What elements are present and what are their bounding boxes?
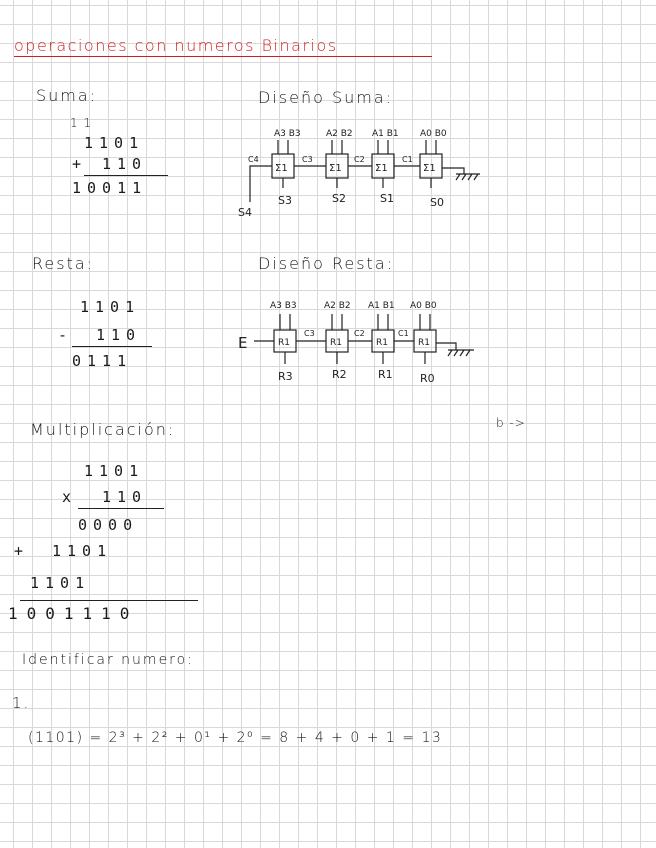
resta-input-label: A2 B2 — [324, 301, 351, 311]
suma-final-carry-label: S4 — [238, 206, 252, 219]
resta-carry-label: C2 — [354, 329, 365, 338]
identificar-expression: (1101) = 2³ + 2² + 0¹ + 2⁰ = 8 + 4 + 0 + 1 = 13 — [28, 730, 443, 746]
suma-result: 10011 — [72, 179, 148, 197]
resta-heading: Resta: — [32, 254, 95, 273]
resta-operator: - — [58, 326, 74, 344]
page-title: operaciones con numeros Binarios — [14, 36, 338, 55]
suma-carry-label: C1 — [402, 155, 413, 164]
multiplicacion-rule — [78, 508, 164, 509]
resta-row2: 110 — [96, 326, 142, 344]
suma-output-label: S0 — [430, 196, 444, 209]
resta-circuit-diagram — [236, 290, 486, 400]
resta-block-label: R1 — [330, 338, 342, 348]
suma-carry-label: C3 — [302, 155, 313, 164]
suma-block-label: Σ1 — [275, 163, 288, 174]
title-underline — [14, 56, 432, 57]
suma-row1: 1101 — [84, 134, 145, 152]
suma-output-label: S2 — [332, 192, 346, 205]
suma-input-label: A1 B1 — [372, 129, 399, 139]
resta-block-label: R1 — [376, 338, 388, 348]
resta-output-label: R1 — [378, 368, 393, 381]
multiplicacion-operator: x — [62, 488, 78, 506]
suma-input-label: A2 B2 — [326, 129, 353, 139]
multiplicacion-result-rule — [20, 600, 198, 601]
resta-rule — [72, 346, 152, 347]
suma-circuit-diagram — [234, 116, 494, 226]
suma-row2: 110 — [102, 155, 148, 173]
resta-input-label: A0 B0 — [410, 301, 437, 311]
multiplicacion-partial1: 0000 — [78, 516, 139, 534]
suma-input-label: A0 B0 — [420, 129, 447, 139]
suma-operator: + — [72, 155, 88, 173]
multiplicacion-heading: Multiplicación: — [30, 420, 176, 439]
suma-carry-label: C4 — [248, 155, 259, 164]
identificar-heading: Identificar numero: — [22, 652, 194, 668]
resta-output-label: R0 — [420, 372, 435, 385]
suma-output-label: S1 — [380, 192, 394, 205]
suma-rule — [84, 175, 168, 176]
side-note: b -> — [496, 416, 526, 430]
suma-design-heading: Diseño Suma: — [258, 88, 394, 107]
multiplicacion-partial3: 1101 — [30, 574, 91, 592]
resta-carry-label: C1 — [398, 329, 409, 338]
multiplicacion-row1: 1101 — [84, 462, 145, 480]
multiplicacion-result: 1001110 — [8, 604, 139, 623]
suma-carry-label: C2 — [354, 155, 365, 164]
resta-block-label: R1 — [418, 338, 430, 348]
multiplicacion-partial2: 1101 — [52, 542, 113, 560]
resta-carry-label: C3 — [304, 329, 315, 338]
suma-heading: Suma: — [36, 86, 98, 105]
resta-output-label: R2 — [332, 368, 347, 381]
suma-block-label: Σ1 — [329, 163, 342, 174]
suma-carries: 1 1 — [70, 116, 93, 130]
suma-block-label: Σ1 — [423, 163, 436, 174]
multiplicacion-plus: + — [14, 542, 30, 560]
resta-input-label: A1 B1 — [368, 301, 395, 311]
multiplicacion-row2: 110 — [102, 488, 148, 506]
resta-output-label: R3 — [278, 370, 293, 383]
resta-design-heading: Diseño Resta: — [258, 254, 395, 273]
resta-block-label: R1 — [278, 338, 290, 348]
resta-input-e-label: E — [238, 334, 248, 352]
resta-input-label: A3 B3 — [270, 301, 297, 311]
identificar-item-number: 1. — [12, 694, 31, 712]
resta-row1: 1101 — [80, 298, 141, 316]
suma-block-label: Σ1 — [375, 163, 388, 174]
resta-result: 0111 — [72, 352, 133, 370]
suma-output-label: S3 — [278, 194, 292, 207]
suma-input-label: A3 B3 — [274, 129, 301, 139]
